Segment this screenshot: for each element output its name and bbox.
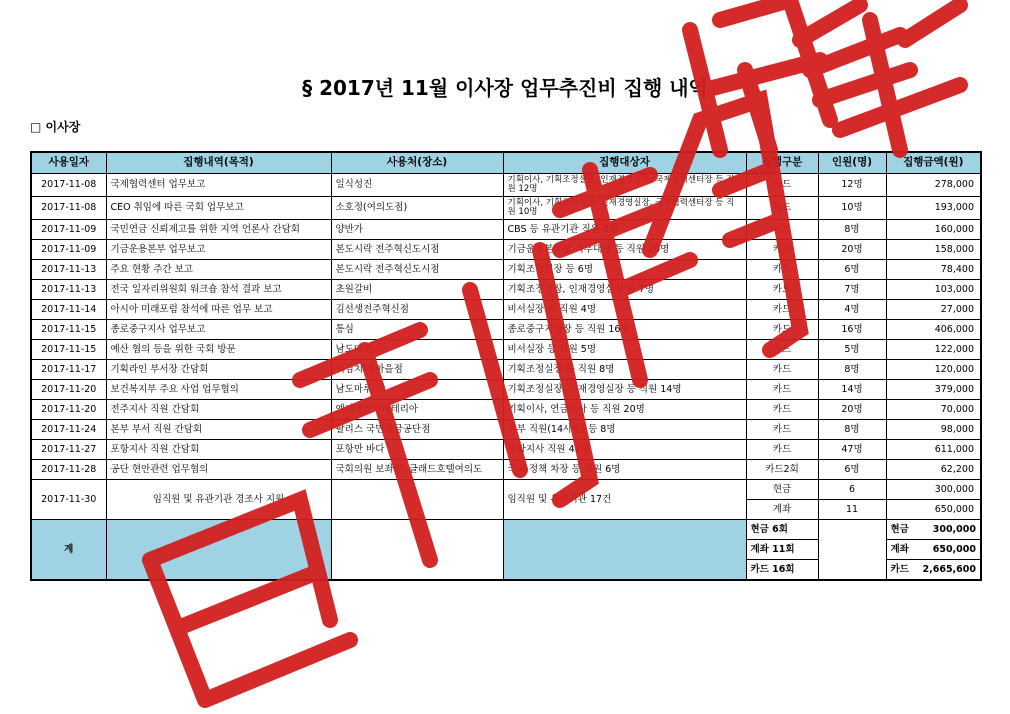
cell-amount: 379,000 [886, 380, 981, 400]
cell-target: 임직원 및 유관기관 17건 [503, 480, 746, 520]
cell-target: CBS 등 유관기관 직원 8명 [503, 220, 746, 240]
cell-date: 2017-11-15 [31, 340, 106, 360]
cell-people: 14명 [818, 380, 886, 400]
total-amount-value: 2,665,600 [922, 563, 976, 575]
cell-date: 2017-11-17 [31, 360, 106, 380]
total-amount-kind: 현금 [890, 523, 909, 535]
cell-place [331, 480, 503, 520]
cell-people: 6명 [818, 460, 886, 480]
cell-date: 2017-11-28 [31, 460, 106, 480]
cell-target: 비서실장 등 직원 5명 [503, 340, 746, 360]
total-label: 계 [31, 520, 106, 581]
cell-target: 기획조정실장 등 6명 [503, 260, 746, 280]
cell-place: 남도마루 [331, 340, 503, 360]
total-empty [331, 520, 503, 581]
table-row [31, 400, 981, 420]
cell-purpose: 아시아 미래포럼 참석에 따른 업무 보고 [106, 300, 331, 320]
total-amount-value: 300,000 [932, 523, 976, 535]
cell-place: 양반가 [331, 220, 503, 240]
cell-amount: 611,000 [886, 440, 981, 460]
cell-amount: 27,000 [886, 300, 981, 320]
cell-amount: 103,000 [886, 280, 981, 300]
col-amount-header: 집행금액(원) [886, 152, 981, 174]
table-row [31, 197, 981, 220]
cell-people: 47명 [818, 440, 886, 460]
col-purpose-header: 집행내역(목적) [106, 152, 331, 174]
cell-type: 카드 [746, 380, 818, 400]
cell-date: 2017-11-15 [31, 320, 106, 340]
cell-amount: 160,000 [886, 220, 981, 240]
cell-date: 2017-11-09 [31, 220, 106, 240]
cell-type: 카드 [746, 340, 818, 360]
cell-people: 12명 [818, 174, 886, 197]
cell-amount: 62,200 [886, 460, 981, 480]
cell-place: 통심 [331, 320, 503, 340]
cell-place: 본도시락 전주혁신도시점 [331, 260, 503, 280]
cell-type: 카드 [746, 240, 818, 260]
cell-people: 4명 [818, 300, 886, 320]
cell-place: 초원갈비 [331, 280, 503, 300]
table-row [31, 280, 981, 300]
cell-type: 카드 [746, 260, 818, 280]
cell-target: 기금운용본부장 직무대행 등 직원 20명 [503, 240, 746, 260]
cell-people: 16명 [818, 320, 886, 340]
total-amount [886, 540, 981, 560]
col-place-header: 사용처(장소) [331, 152, 503, 174]
cell-amount: 78,400 [886, 260, 981, 280]
cell-place: 일식성진 [331, 174, 503, 197]
cell-type: 카드 [746, 280, 818, 300]
cell-people: 6명 [818, 260, 886, 280]
cell-type: 현금 [746, 480, 818, 500]
total-empty [503, 520, 746, 581]
cell-amount: 158,000 [886, 240, 981, 260]
total-row [31, 520, 981, 540]
cell-amount: 122,000 [886, 340, 981, 360]
cell-type: 카드 [746, 420, 818, 440]
cell-date: 2017-11-24 [31, 420, 106, 440]
table-row [31, 300, 981, 320]
cell-people: 8명 [818, 220, 886, 240]
total-amount-kind: 계좌 [890, 543, 909, 555]
cell-target: 기획조정실장 등 직원 8명 [503, 360, 746, 380]
total-amount [886, 560, 981, 581]
col-date-header: 사용일자 [31, 152, 106, 174]
cell-people: 7명 [818, 280, 886, 300]
cell-people: 20명 [818, 400, 886, 420]
table-row [31, 440, 981, 460]
table-row [31, 340, 981, 360]
expense-table [30, 151, 982, 581]
cell-purpose: 전국 일자리위원회 워크숍 참석 결과 보고 [106, 280, 331, 300]
cell-date: 2017-11-14 [31, 300, 106, 320]
cell-type: 카드 [746, 440, 818, 460]
cell-place: 포항만 바다 [331, 440, 503, 460]
cell-place: 본도시락 전주혁신도시점 [331, 240, 503, 260]
cell-date: 2017-11-13 [31, 280, 106, 300]
cell-target: 국회 정책 차장 등 직원 6명 [503, 460, 746, 480]
cell-target: 비서실장 등 직원 4명 [503, 300, 746, 320]
cell-type: 카드 [746, 360, 818, 380]
cell-amount: 650,000 [886, 500, 981, 520]
table-row [31, 240, 981, 260]
cell-type: 카드 [746, 174, 818, 197]
cell-target: 포항지사 직원 47명 [503, 440, 746, 460]
cell-people: 5명 [818, 340, 886, 360]
table-row [31, 380, 981, 400]
table-header-row [31, 152, 981, 174]
cell-date: 2017-11-09 [31, 240, 106, 260]
total-empty [818, 520, 886, 581]
cell-date: 2017-11-08 [31, 174, 106, 197]
total-amount-kind: 카드 [890, 563, 909, 575]
col-people-header: 인원(명) [818, 152, 886, 174]
cell-type: 카드 [746, 400, 818, 420]
cell-purpose: 기금운용본부 업무보고 [106, 240, 331, 260]
cell-place: 남도마루 [331, 380, 503, 400]
col-target-header: 집행대상자 [503, 152, 746, 174]
cell-place: 엔피에스카페테리아 [331, 400, 503, 420]
cell-place: 팔리스 국민연금공단점 [331, 420, 503, 440]
cell-target: 본부 직원(14사번) 등 8명 [503, 420, 746, 440]
cell-people: 10명 [818, 197, 886, 220]
cell-purpose: CEO 취임에 따른 국회 업무보고 [106, 197, 331, 220]
cell-purpose: 주요 현황 주간 보고 [106, 260, 331, 280]
cell-date: 2017-11-08 [31, 197, 106, 220]
cell-amount: 70,000 [886, 400, 981, 420]
cell-type: 카드 [746, 300, 818, 320]
cell-people: 11 [818, 500, 886, 520]
cell-target: 기획이사, 기획조정실장, 인재경영실장, 국제협력센터장 등 직원 12명 [503, 174, 746, 197]
section-label: □ 이사장 [30, 120, 81, 134]
cell-place: 백김치 새마을점 [331, 360, 503, 380]
cell-purpose: 전주지사 직원 간담회 [106, 400, 331, 420]
col-type-header: 집행구분 [746, 152, 818, 174]
cell-purpose: 국제협력센터 업무보고 [106, 174, 331, 197]
cell-date: 2017-11-13 [31, 260, 106, 280]
cell-date: 2017-11-27 [31, 440, 106, 460]
cell-amount: 120,000 [886, 360, 981, 380]
cell-type: 카드 [746, 320, 818, 340]
table-row [31, 360, 981, 380]
table-row [31, 174, 981, 197]
cell-place: 김선생전주혁신점 [331, 300, 503, 320]
cell-purpose: 임직원 및 유관기관 경조사 지원 [106, 480, 331, 520]
table-row [31, 480, 981, 500]
cell-target: 기획조정실장, 인재경영실장 등 직원 14명 [503, 380, 746, 400]
cell-place: 국회의원 보좌관, 글래드호텔여의도 [331, 460, 503, 480]
cell-date: 2017-11-20 [31, 380, 106, 400]
cell-purpose: 국민연금 신뢰제고를 위한 지역 언론사 간담회 [106, 220, 331, 240]
total-amount-value: 650,000 [932, 543, 976, 555]
cell-purpose: 예산 협의 등을 위한 국회 방문 [106, 340, 331, 360]
cell-target: 기획이사, 기획조정실장, 인재경영실장, 국제협력센터장 등 직원 10명 [503, 197, 746, 220]
cell-target: 종로중구지사장 등 직원 16명 [503, 320, 746, 340]
total-amount [886, 520, 981, 540]
table-row [31, 420, 981, 440]
cell-amount: 406,000 [886, 320, 981, 340]
cell-type: 카드 [746, 197, 818, 220]
total-empty [106, 520, 331, 581]
cell-amount: 98,000 [886, 420, 981, 440]
cell-place: 소호정(여의도점) [331, 197, 503, 220]
table-row [31, 460, 981, 480]
cell-people: 20명 [818, 240, 886, 260]
cell-date: 2017-11-30 [31, 480, 106, 520]
cell-amount: 278,000 [886, 174, 981, 197]
cell-amount: 300,000 [886, 480, 981, 500]
cell-people: 8명 [818, 360, 886, 380]
table-body [31, 174, 981, 581]
cell-type: 카드2회 [746, 460, 818, 480]
cell-type: 카드 [746, 220, 818, 240]
cell-purpose: 본부 부서 직원 간담회 [106, 420, 331, 440]
cell-purpose: 보건복지부 주요 사업 업무협의 [106, 380, 331, 400]
cell-target: 기획조정실장, 인재경영실장 등 7명 [503, 280, 746, 300]
document-title: § 2017년 11월 이사장 업무추진비 집행 내역 [302, 76, 708, 100]
total-count: 카드 16회 [746, 560, 818, 581]
table-row [31, 220, 981, 240]
cell-purpose: 기획라인 부서장 간담회 [106, 360, 331, 380]
table-row [31, 260, 981, 280]
cell-people: 8명 [818, 420, 886, 440]
total-count: 계좌 11회 [746, 540, 818, 560]
total-count: 현금 6회 [746, 520, 818, 540]
cell-date: 2017-11-20 [31, 400, 106, 420]
cell-purpose: 종로중구지사 업무보고 [106, 320, 331, 340]
table-row [31, 320, 981, 340]
cell-people: 6 [818, 480, 886, 500]
cell-purpose: 포항지사 직원 간담회 [106, 440, 331, 460]
cell-type: 계좌 [746, 500, 818, 520]
cell-purpose: 공단 현안관련 업무협의 [106, 460, 331, 480]
cell-target: 기획이사, 연금이사 등 직원 20명 [503, 400, 746, 420]
cell-amount: 193,000 [886, 197, 981, 220]
